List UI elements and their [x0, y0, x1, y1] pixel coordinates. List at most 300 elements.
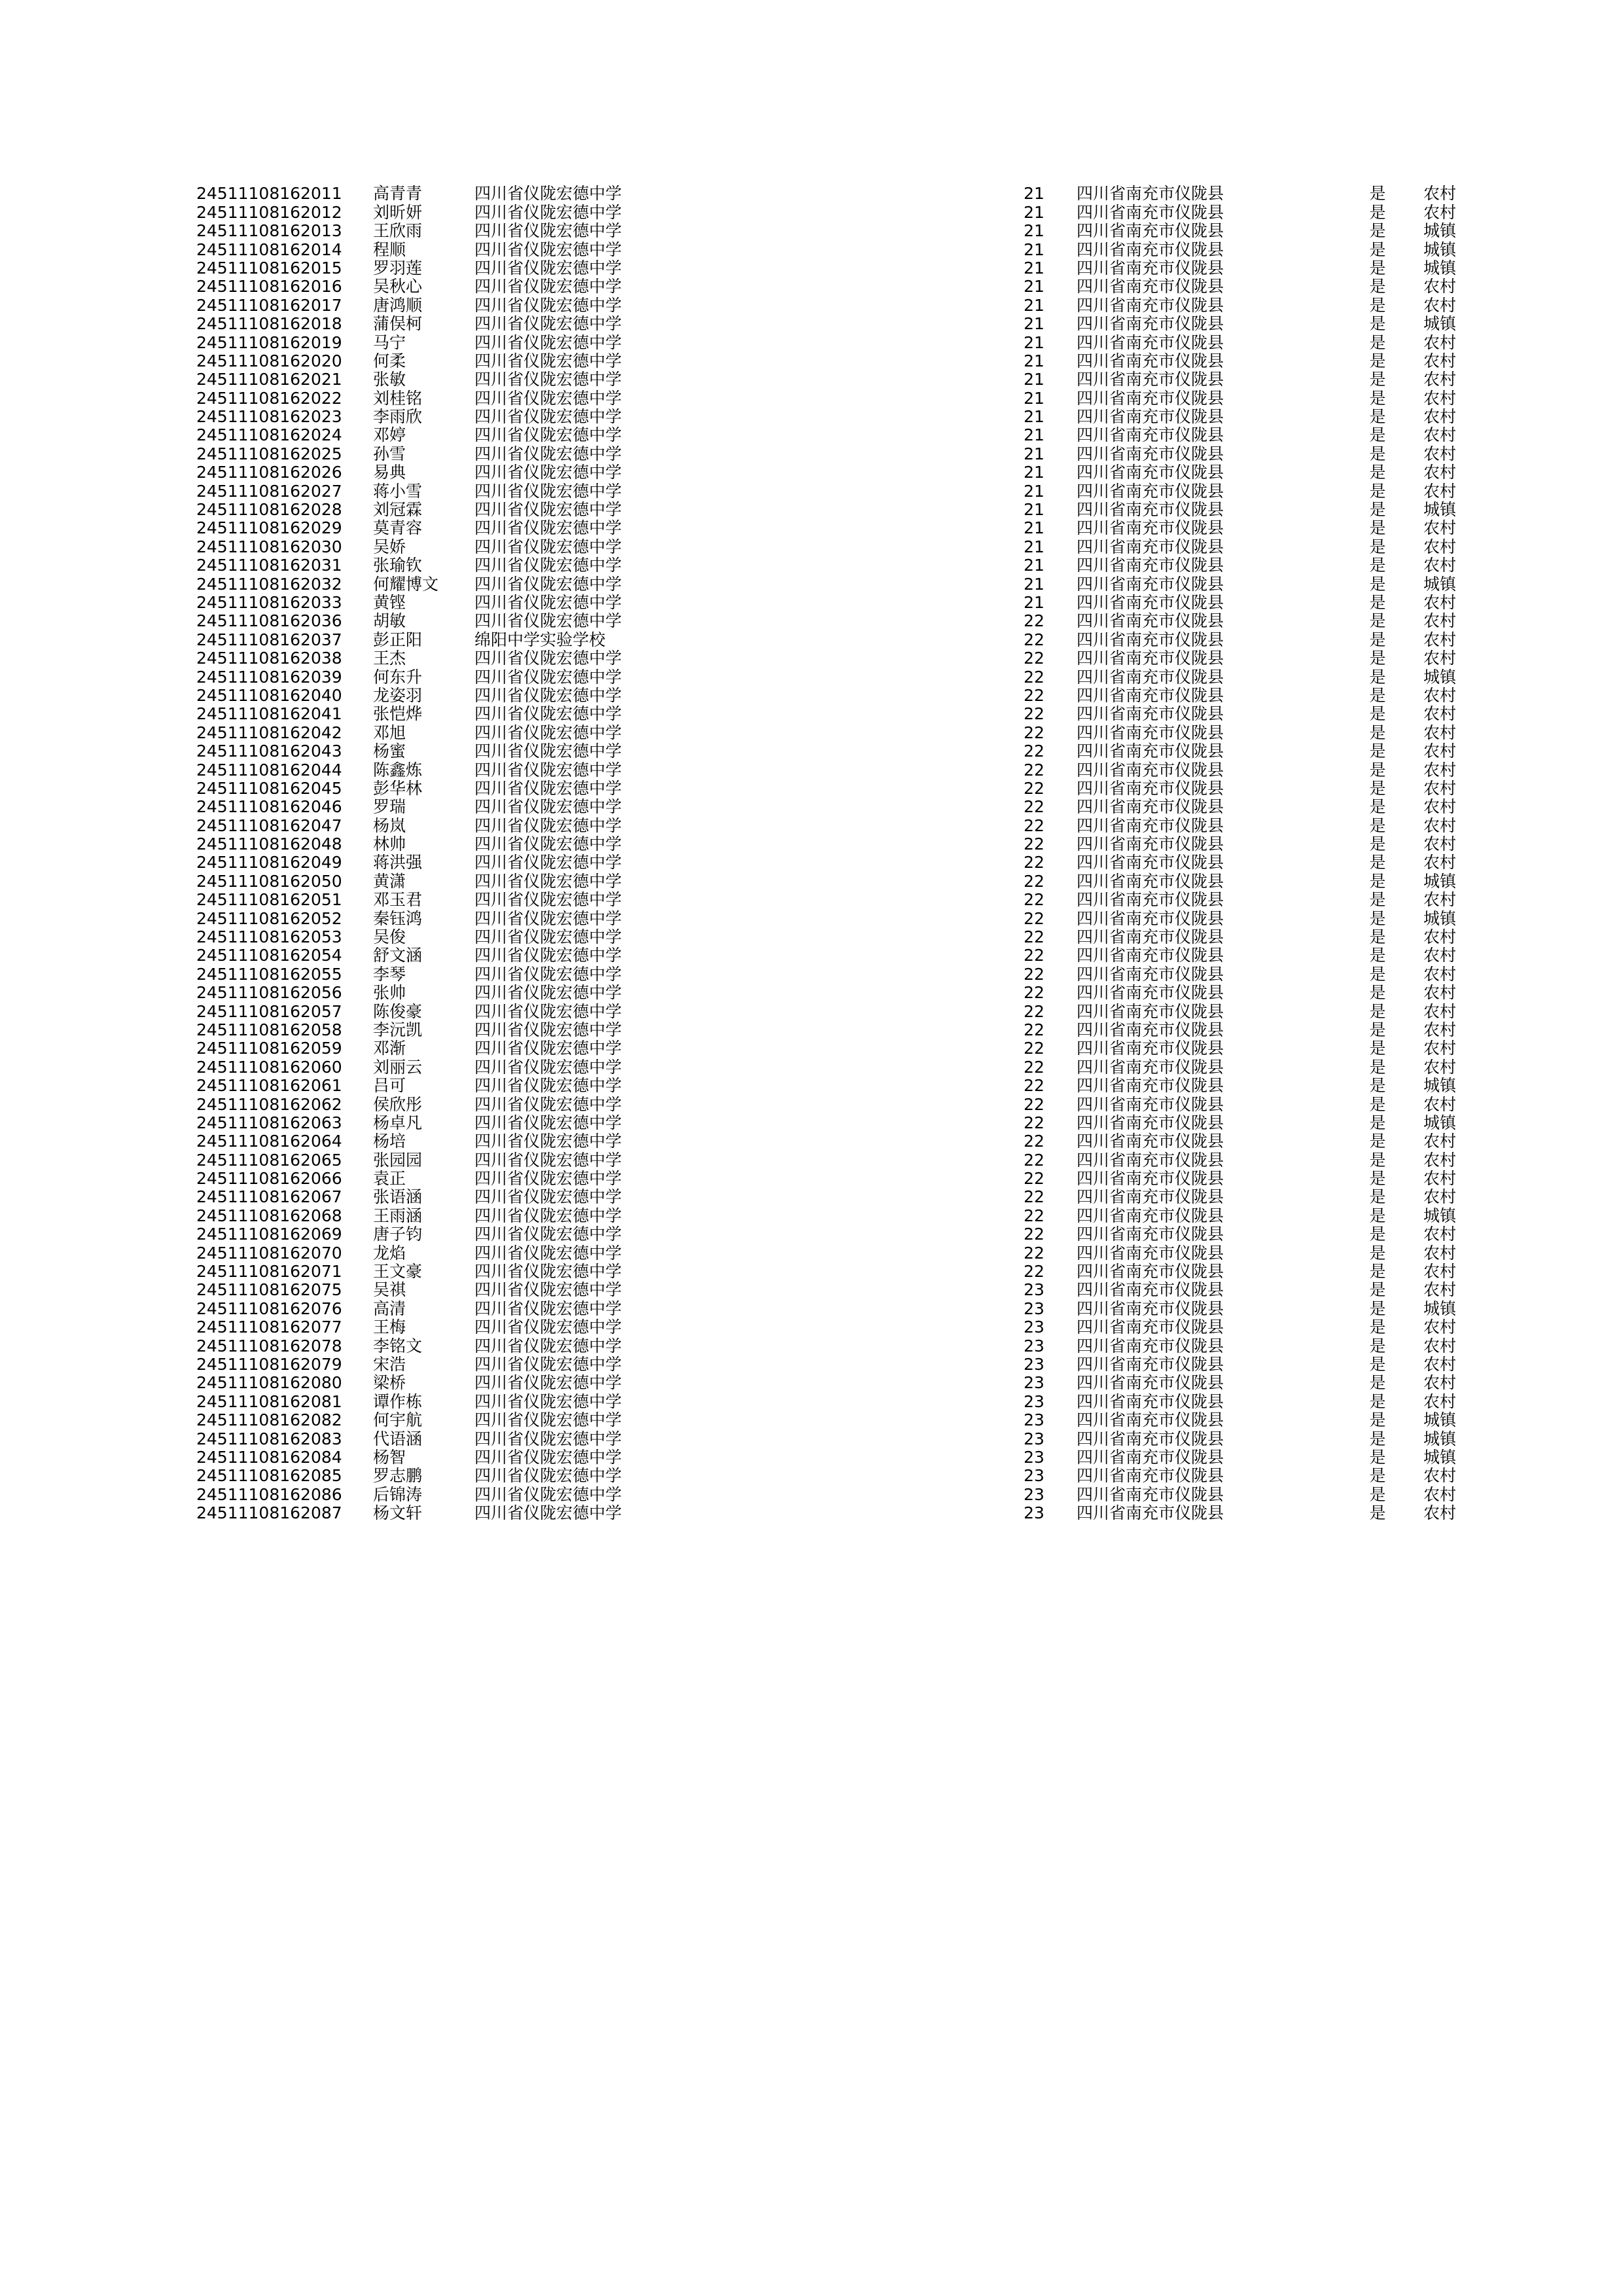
cell-student-name: 邓婷	[373, 425, 406, 445]
cell-urban-rural-type: 农村	[1423, 1094, 1457, 1114]
table-row	[196, 480, 1502, 499]
cell-household-region: 四川省南充市仪陇县	[1077, 1076, 1224, 1096]
table-row	[196, 1354, 1502, 1372]
cell-class-number: 22	[1024, 1206, 1044, 1225]
cell-exam-number: 24511108162071	[196, 1262, 342, 1282]
cell-current-year-flag: 是	[1369, 277, 1386, 296]
cell-current-year-flag: 是	[1369, 295, 1386, 315]
cell-exam-number: 24511108162019	[196, 332, 342, 352]
cell-graduation-school: 绵阳中学实验学校	[474, 630, 606, 649]
cell-household-region: 四川省南充市仪陇县	[1077, 537, 1224, 556]
cell-graduation-school: 四川省仪陇宏德中学	[474, 778, 622, 798]
cell-class-number: 21	[1024, 407, 1044, 427]
cell-class-number: 22	[1024, 816, 1044, 835]
cell-student-name: 易典	[373, 463, 406, 482]
cell-current-year-flag: 是	[1369, 425, 1386, 445]
cell-class-number: 21	[1024, 556, 1044, 575]
cell-urban-rural-type: 城镇	[1423, 1429, 1457, 1448]
cell-student-name: 龙姿羽	[373, 685, 423, 705]
cell-household-region: 四川省南充市仪陇县	[1077, 463, 1224, 482]
cell-exam-number: 24511108162059	[196, 1039, 342, 1058]
cell-urban-rural-type: 农村	[1423, 444, 1457, 463]
cell-exam-number: 24511108162021	[196, 370, 342, 389]
cell-exam-number: 24511108162011	[196, 184, 342, 204]
cell-graduation-school: 四川省仪陇宏德中学	[474, 834, 622, 854]
cell-graduation-school: 四川省仪陇宏德中学	[474, 890, 622, 910]
cell-current-year-flag: 是	[1369, 983, 1386, 1003]
table-row	[196, 276, 1502, 295]
cell-current-year-flag: 是	[1369, 1039, 1386, 1058]
cell-urban-rural-type: 城镇	[1423, 1447, 1457, 1467]
cell-student-name: 张园园	[373, 1150, 423, 1170]
table-row	[196, 889, 1502, 908]
cell-student-name: 邓玉君	[373, 890, 423, 910]
cell-class-number: 21	[1024, 351, 1044, 370]
cell-exam-number: 24511108162055	[196, 964, 342, 984]
cell-graduation-school: 四川省仪陇宏德中学	[474, 537, 622, 556]
cell-exam-number: 24511108162076	[196, 1299, 342, 1318]
table-row	[196, 1280, 1502, 1298]
cell-household-region: 四川省南充市仪陇县	[1077, 370, 1224, 389]
cell-exam-number: 24511108162027	[196, 481, 342, 501]
cell-urban-rural-type: 农村	[1423, 1243, 1457, 1263]
cell-class-number: 21	[1024, 184, 1044, 204]
cell-current-year-flag: 是	[1369, 816, 1386, 835]
cell-exam-number: 24511108162083	[196, 1429, 342, 1448]
cell-urban-rural-type: 农村	[1423, 1132, 1457, 1151]
cell-household-region: 四川省南充市仪陇县	[1077, 1243, 1224, 1263]
cell-urban-rural-type: 农村	[1423, 1466, 1457, 1486]
cell-graduation-school: 四川省仪陇宏德中学	[474, 667, 622, 687]
cell-urban-rural-type: 农村	[1423, 351, 1457, 370]
cell-student-name: 彭华林	[373, 778, 423, 798]
cell-household-region: 四川省南充市仪陇县	[1077, 1132, 1224, 1151]
cell-urban-rural-type: 农村	[1423, 184, 1457, 204]
table-row	[196, 1372, 1502, 1391]
cell-exam-number: 24511108162052	[196, 908, 342, 928]
cell-graduation-school: 四川省仪陇宏德中学	[474, 221, 622, 241]
cell-household-region: 四川省南充市仪陇县	[1077, 1057, 1224, 1077]
cell-student-name: 何柔	[373, 351, 406, 370]
cell-graduation-school: 四川省仪陇宏德中学	[474, 1484, 622, 1504]
cell-urban-rural-type: 农村	[1423, 1057, 1457, 1077]
cell-graduation-school: 四川省仪陇宏德中学	[474, 853, 622, 872]
cell-urban-rural-type: 农村	[1423, 1391, 1457, 1411]
table-row	[196, 1410, 1502, 1428]
cell-student-name: 李琴	[373, 964, 406, 984]
cell-exam-number: 24511108162015	[196, 258, 342, 278]
table-row	[196, 963, 1502, 982]
cell-exam-number: 24511108162058	[196, 1020, 342, 1039]
table-row	[196, 387, 1502, 406]
cell-household-region: 四川省南充市仪陇县	[1077, 1187, 1224, 1207]
cell-household-region: 四川省南充市仪陇县	[1077, 574, 1224, 594]
cell-student-name: 黄潇	[373, 871, 406, 891]
cell-exam-number: 24511108162040	[196, 685, 342, 705]
table-row	[196, 573, 1502, 592]
cell-student-name: 舒文涵	[373, 946, 423, 965]
cell-student-name: 刘冠霖	[373, 500, 423, 520]
cell-current-year-flag: 是	[1369, 1132, 1386, 1151]
cell-exam-number: 24511108162087	[196, 1503, 342, 1523]
cell-exam-number: 24511108162078	[196, 1336, 342, 1355]
cell-exam-number: 24511108162068	[196, 1206, 342, 1225]
table-row	[196, 1484, 1502, 1502]
cell-student-name: 高青青	[373, 184, 423, 204]
cell-current-year-flag: 是	[1369, 797, 1386, 817]
cell-urban-rural-type: 农村	[1423, 1039, 1457, 1058]
cell-student-name: 唐鸿顺	[373, 295, 423, 315]
cell-student-name: 谭作栋	[373, 1391, 423, 1411]
cell-class-number: 22	[1024, 1113, 1044, 1132]
cell-current-year-flag: 是	[1369, 778, 1386, 798]
cell-class-number: 22	[1024, 1262, 1044, 1282]
cell-urban-rural-type: 城镇	[1423, 258, 1457, 278]
cell-household-region: 四川省南充市仪陇县	[1077, 277, 1224, 296]
cell-exam-number: 24511108162070	[196, 1243, 342, 1263]
cell-student-name: 王欣雨	[373, 221, 423, 241]
cell-student-name: 黄铿	[373, 592, 406, 612]
cell-household-region: 四川省南充市仪陇县	[1077, 258, 1224, 278]
cell-current-year-flag: 是	[1369, 240, 1386, 259]
cell-urban-rural-type: 农村	[1423, 890, 1457, 910]
table-row	[196, 555, 1502, 573]
cell-class-number: 22	[1024, 1094, 1044, 1114]
cell-graduation-school: 四川省仪陇宏德中学	[474, 1076, 622, 1096]
cell-urban-rural-type: 农村	[1423, 463, 1457, 482]
cell-current-year-flag: 是	[1369, 1280, 1386, 1300]
cell-class-number: 23	[1024, 1484, 1044, 1504]
cell-urban-rural-type: 农村	[1423, 797, 1457, 817]
cell-urban-rural-type: 城镇	[1423, 240, 1457, 259]
table-row	[196, 443, 1502, 461]
cell-household-region: 四川省南充市仪陇县	[1077, 202, 1224, 222]
cell-urban-rural-type: 农村	[1423, 1336, 1457, 1355]
table-row	[196, 425, 1502, 443]
cell-urban-rural-type: 农村	[1423, 1355, 1457, 1374]
cell-urban-rural-type: 农村	[1423, 1225, 1457, 1244]
cell-graduation-school: 四川省仪陇宏德中学	[474, 1206, 622, 1225]
cell-exam-number: 24511108162043	[196, 742, 342, 761]
cell-household-region: 四川省南充市仪陇县	[1077, 630, 1224, 649]
cell-class-number: 23	[1024, 1318, 1044, 1337]
cell-graduation-school: 四川省仪陇宏德中学	[474, 332, 622, 352]
cell-student-name: 王梅	[373, 1318, 406, 1337]
table-row	[196, 462, 1502, 480]
cell-exam-number: 24511108162077	[196, 1318, 342, 1337]
cell-graduation-school: 四川省仪陇宏德中学	[474, 1447, 622, 1467]
cell-graduation-school: 四川省仪陇宏德中学	[474, 370, 622, 389]
cell-urban-rural-type: 农村	[1423, 537, 1457, 556]
table-row	[196, 1428, 1502, 1446]
cell-graduation-school: 四川省仪陇宏德中学	[474, 1243, 622, 1263]
cell-student-name: 梁桥	[373, 1373, 406, 1393]
cell-household-region: 四川省南充市仪陇县	[1077, 685, 1224, 705]
cell-student-name: 杨卓凡	[373, 1113, 423, 1132]
cell-class-number: 23	[1024, 1410, 1044, 1430]
table-row	[196, 1205, 1502, 1223]
cell-household-region: 四川省南充市仪陇县	[1077, 500, 1224, 520]
cell-exam-number: 24511108162042	[196, 723, 342, 742]
cell-household-region: 四川省南充市仪陇县	[1077, 704, 1224, 724]
cell-current-year-flag: 是	[1369, 723, 1386, 742]
cell-class-number: 22	[1024, 927, 1044, 947]
cell-student-name: 何耀博文	[373, 574, 439, 594]
cell-current-year-flag: 是	[1369, 1001, 1386, 1021]
cell-class-number: 23	[1024, 1336, 1044, 1355]
cell-graduation-school: 四川省仪陇宏德中学	[474, 481, 622, 501]
cell-household-region: 四川省南充市仪陇县	[1077, 518, 1224, 538]
cell-household-region: 四川省南充市仪陇县	[1077, 1094, 1224, 1114]
cell-exam-number: 24511108162054	[196, 946, 342, 965]
table-row	[196, 1465, 1502, 1484]
cell-current-year-flag: 是	[1369, 1076, 1386, 1096]
cell-student-name: 蒲俣柯	[373, 314, 423, 334]
cell-student-name: 吴秋心	[373, 277, 423, 296]
cell-class-number: 22	[1024, 890, 1044, 910]
student-roster-table	[196, 183, 1502, 1521]
cell-household-region: 四川省南充市仪陇县	[1077, 240, 1224, 259]
cell-class-number: 23	[1024, 1503, 1044, 1523]
cell-household-region: 四川省南充市仪陇县	[1077, 481, 1224, 501]
cell-household-region: 四川省南充市仪陇县	[1077, 1299, 1224, 1318]
cell-class-number: 22	[1024, 1076, 1044, 1096]
table-row	[196, 1113, 1502, 1131]
cell-household-region: 四川省南充市仪陇县	[1077, 1280, 1224, 1300]
cell-class-number: 22	[1024, 1187, 1044, 1207]
cell-urban-rural-type: 农村	[1423, 1484, 1457, 1504]
cell-exam-number: 24511108162033	[196, 592, 342, 612]
cell-current-year-flag: 是	[1369, 592, 1386, 612]
cell-class-number: 23	[1024, 1391, 1044, 1411]
table-row	[196, 1391, 1502, 1409]
cell-exam-number: 24511108162066	[196, 1169, 342, 1189]
cell-student-name: 后锦涛	[373, 1484, 423, 1504]
cell-household-region: 四川省南充市仪陇县	[1077, 314, 1224, 334]
cell-class-number: 22	[1024, 1225, 1044, 1244]
cell-student-name: 陈鑫炼	[373, 760, 423, 780]
cell-student-name: 吴祺	[373, 1280, 406, 1300]
cell-class-number: 21	[1024, 425, 1044, 445]
cell-student-name: 王雨涵	[373, 1206, 423, 1225]
cell-class-number: 21	[1024, 463, 1044, 482]
cell-class-number: 23	[1024, 1373, 1044, 1393]
cell-graduation-school: 四川省仪陇宏德中学	[474, 1336, 622, 1355]
cell-student-name: 杨蜜	[373, 742, 406, 761]
cell-graduation-school: 四川省仪陇宏德中学	[474, 1299, 622, 1318]
cell-student-name: 杨文轩	[373, 1503, 423, 1523]
table-row	[196, 1187, 1502, 1205]
cell-graduation-school: 四川省仪陇宏德中学	[474, 1280, 622, 1300]
cell-student-name: 李沅凯	[373, 1020, 423, 1039]
cell-household-region: 四川省南充市仪陇县	[1077, 871, 1224, 891]
cell-student-name: 王文豪	[373, 1262, 423, 1282]
cell-urban-rural-type: 农村	[1423, 927, 1457, 947]
cell-student-name: 吴娇	[373, 537, 406, 556]
cell-graduation-school: 四川省仪陇宏德中学	[474, 946, 622, 965]
cell-graduation-school: 四川省仪陇宏德中学	[474, 240, 622, 259]
cell-urban-rural-type: 农村	[1423, 649, 1457, 668]
cell-exam-number: 24511108162063	[196, 1113, 342, 1132]
cell-student-name: 张帅	[373, 983, 406, 1003]
cell-class-number: 22	[1024, 1020, 1044, 1039]
cell-household-region: 四川省南充市仪陇县	[1077, 407, 1224, 427]
cell-current-year-flag: 是	[1369, 964, 1386, 984]
cell-graduation-school: 四川省仪陇宏德中学	[474, 1391, 622, 1411]
table-row	[196, 648, 1502, 666]
cell-current-year-flag: 是	[1369, 1150, 1386, 1170]
cell-current-year-flag: 是	[1369, 332, 1386, 352]
cell-current-year-flag: 是	[1369, 184, 1386, 204]
table-row	[196, 611, 1502, 629]
cell-household-region: 四川省南充市仪陇县	[1077, 1466, 1224, 1486]
cell-student-name: 罗瑞	[373, 797, 406, 817]
table-row	[196, 1224, 1502, 1242]
cell-class-number: 21	[1024, 444, 1044, 463]
cell-household-region: 四川省南充市仪陇县	[1077, 1318, 1224, 1337]
cell-urban-rural-type: 城镇	[1423, 1076, 1457, 1096]
cell-current-year-flag: 是	[1369, 685, 1386, 705]
cell-current-year-flag: 是	[1369, 871, 1386, 891]
cell-class-number: 22	[1024, 834, 1044, 854]
cell-exam-number: 24511108162029	[196, 518, 342, 538]
table-row	[196, 852, 1502, 870]
cell-household-region: 四川省南充市仪陇县	[1077, 927, 1224, 947]
cell-current-year-flag: 是	[1369, 834, 1386, 854]
cell-class-number: 21	[1024, 500, 1044, 520]
cell-class-number: 22	[1024, 760, 1044, 780]
cell-exam-number: 24511108162064	[196, 1132, 342, 1151]
cell-household-region: 四川省南充市仪陇县	[1077, 742, 1224, 761]
cell-student-name: 彭正阳	[373, 630, 423, 649]
table-row	[196, 518, 1502, 536]
cell-urban-rural-type: 农村	[1423, 518, 1457, 538]
table-row	[196, 945, 1502, 963]
cell-urban-rural-type: 农村	[1423, 946, 1457, 965]
cell-graduation-school: 四川省仪陇宏德中学	[474, 927, 622, 947]
cell-urban-rural-type: 农村	[1423, 1150, 1457, 1170]
cell-class-number: 21	[1024, 295, 1044, 315]
cell-household-region: 四川省南充市仪陇县	[1077, 760, 1224, 780]
cell-current-year-flag: 是	[1369, 1373, 1386, 1393]
cell-urban-rural-type: 农村	[1423, 202, 1457, 222]
cell-graduation-school: 四川省仪陇宏德中学	[474, 649, 622, 668]
cell-class-number: 21	[1024, 481, 1044, 501]
cell-graduation-school: 四川省仪陇宏德中学	[474, 1020, 622, 1039]
cell-student-name: 林帅	[373, 834, 406, 854]
cell-current-year-flag: 是	[1369, 890, 1386, 910]
cell-graduation-school: 四川省仪陇宏德中学	[474, 1373, 622, 1393]
cell-urban-rural-type: 农村	[1423, 1020, 1457, 1039]
table-row	[196, 314, 1502, 332]
cell-household-region: 四川省南充市仪陇县	[1077, 1336, 1224, 1355]
cell-urban-rural-type: 农村	[1423, 1187, 1457, 1207]
cell-household-region: 四川省南充市仪陇县	[1077, 221, 1224, 241]
cell-class-number: 22	[1024, 964, 1044, 984]
cell-household-region: 四川省南充市仪陇县	[1077, 797, 1224, 817]
cell-class-number: 22	[1024, 797, 1044, 817]
cell-student-name: 刘丽云	[373, 1057, 423, 1077]
table-row	[196, 685, 1502, 704]
cell-exam-number: 24511108162061	[196, 1076, 342, 1096]
cell-current-year-flag: 是	[1369, 760, 1386, 780]
table-row	[196, 295, 1502, 313]
cell-exam-number: 24511108162051	[196, 890, 342, 910]
table-row	[196, 870, 1502, 889]
cell-current-year-flag: 是	[1369, 1318, 1386, 1337]
cell-exam-number: 24511108162026	[196, 463, 342, 482]
cell-class-number: 21	[1024, 277, 1044, 296]
cell-graduation-school: 四川省仪陇宏德中学	[474, 518, 622, 538]
cell-graduation-school: 四川省仪陇宏德中学	[474, 742, 622, 761]
table-row	[196, 351, 1502, 369]
cell-current-year-flag: 是	[1369, 1243, 1386, 1263]
cell-household-region: 四川省南充市仪陇县	[1077, 1503, 1224, 1523]
cell-current-year-flag: 是	[1369, 1429, 1386, 1448]
cell-urban-rural-type: 农村	[1423, 853, 1457, 872]
cell-current-year-flag: 是	[1369, 1187, 1386, 1207]
cell-class-number: 21	[1024, 332, 1044, 352]
cell-student-name: 刘昕妍	[373, 202, 423, 222]
cell-household-region: 四川省南充市仪陇县	[1077, 667, 1224, 687]
cell-current-year-flag: 是	[1369, 1391, 1386, 1411]
cell-class-number: 22	[1024, 1039, 1044, 1058]
cell-household-region: 四川省南充市仪陇县	[1077, 1373, 1224, 1393]
cell-graduation-school: 四川省仪陇宏德中学	[474, 351, 622, 370]
cell-graduation-school: 四川省仪陇宏德中学	[474, 1262, 622, 1282]
cell-current-year-flag: 是	[1369, 611, 1386, 631]
cell-current-year-flag: 是	[1369, 1057, 1386, 1077]
cell-class-number: 21	[1024, 518, 1044, 538]
cell-household-region: 四川省南充市仪陇县	[1077, 1484, 1224, 1504]
table-row	[196, 1168, 1502, 1187]
cell-exam-number: 24511108162025	[196, 444, 342, 463]
table-row	[196, 536, 1502, 554]
cell-household-region: 四川省南充市仪陇县	[1077, 1447, 1224, 1467]
cell-urban-rural-type: 农村	[1423, 1262, 1457, 1282]
table-body	[196, 183, 1502, 1521]
cell-exam-number: 24511108162038	[196, 649, 342, 668]
cell-graduation-school: 四川省仪陇宏德中学	[474, 871, 622, 891]
cell-urban-rural-type: 农村	[1423, 834, 1457, 854]
cell-class-number: 22	[1024, 946, 1044, 965]
cell-exam-number: 24511108162041	[196, 704, 342, 724]
cell-student-name: 罗羽莲	[373, 258, 423, 278]
cell-class-number: 22	[1024, 983, 1044, 1003]
cell-exam-number: 24511108162069	[196, 1225, 342, 1244]
cell-exam-number: 24511108162045	[196, 778, 342, 798]
cell-graduation-school: 四川省仪陇宏德中学	[474, 1001, 622, 1021]
cell-graduation-school: 四川省仪陇宏德中学	[474, 723, 622, 742]
cell-urban-rural-type: 城镇	[1423, 1410, 1457, 1430]
cell-household-region: 四川省南充市仪陇县	[1077, 611, 1224, 631]
cell-student-name: 宋浩	[373, 1355, 406, 1374]
cell-urban-rural-type: 农村	[1423, 685, 1457, 705]
cell-current-year-flag: 是	[1369, 1020, 1386, 1039]
cell-student-name: 杨岚	[373, 816, 406, 835]
cell-exam-number: 24511108162082	[196, 1410, 342, 1430]
cell-graduation-school: 四川省仪陇宏德中学	[474, 388, 622, 408]
cell-exam-number: 24511108162081	[196, 1391, 342, 1411]
cell-household-region: 四川省南充市仪陇县	[1077, 556, 1224, 575]
cell-graduation-school: 四川省仪陇宏德中学	[474, 295, 622, 315]
cell-urban-rural-type: 农村	[1423, 556, 1457, 575]
cell-exam-number: 24511108162016	[196, 277, 342, 296]
cell-student-name: 何宇航	[373, 1410, 423, 1430]
cell-graduation-school: 四川省仪陇宏德中学	[474, 1225, 622, 1244]
cell-current-year-flag: 是	[1369, 202, 1386, 222]
cell-graduation-school: 四川省仪陇宏德中学	[474, 314, 622, 334]
